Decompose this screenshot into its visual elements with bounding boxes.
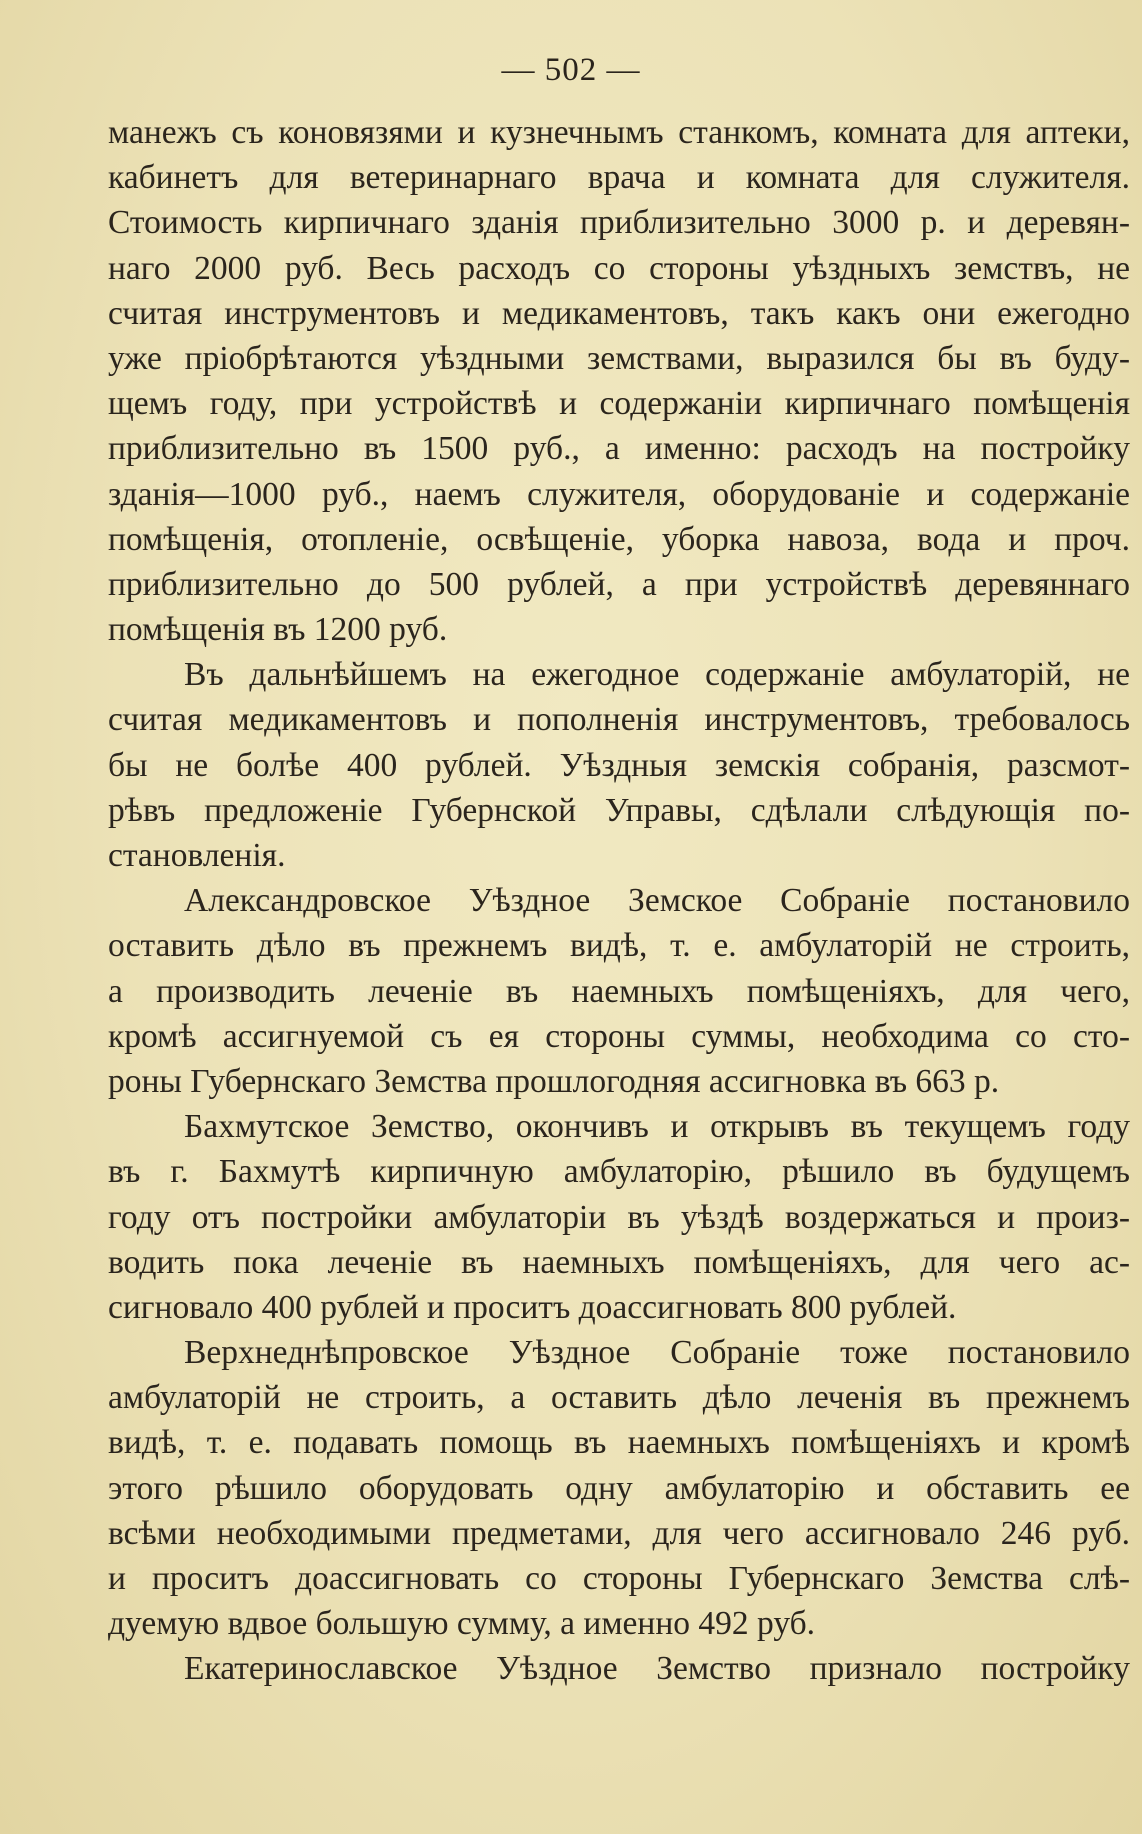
text-line: Бахмутское Земство, окончивъ и открывъ въ текущемъ году [184,1108,1130,1146]
text-line: помѣщенія въ 1200 руб. [108,611,448,649]
text-line: помѣщенія, отопленіе, освѣщеніе, уборка навоза, вода и проч. [108,520,1130,558]
text-line: Въ дальнѣйшемъ на ежегодное содержаніе амбулаторій, не [184,656,1130,694]
text-line: въ г. Бахмутѣ кирпичную амбулаторію, рѣшило въ будущемъ [108,1153,1130,1191]
text-line: зданія—1000 руб., наемъ служителя, оборудованіе и содержаніе [108,475,1130,513]
text-line: Верхнеднѣпровское Уѣздное Собраніе тоже постановило [184,1334,1130,1372]
text-line: а производить леченіе въ наемныхъ помѣщеніяхъ, для чего, [108,972,1130,1010]
text-line: Стоимость кирпичнаго зданія приблизительно 3000 р. и деревян- [108,204,1130,242]
text-line: считая медикаментовъ и пополненія инструментовъ, требовалось [108,701,1130,739]
text-line: сигновало 400 рублей и проситъ доассигновать 800 рублей. [108,1288,957,1326]
text-line: рѣвъ предложеніе Губернской Управы, сдѣлали слѣдующія по- [108,791,1130,829]
paragraph [108,1104,1130,1330]
text-line: амбулаторій не строить, а оставить дѣло леченія въ прежнемъ [108,1379,1130,1417]
text-line: кабинетъ для ветеринарнаго врача и комната для служителя. [108,159,1130,197]
text-line: уже пріобрѣтаются уѣздными земствами, выразился бы въ буду- [108,339,1130,377]
text-line: видѣ, т. е. подавать помощь въ наемныхъ помѣщеніяхъ и кромѣ [108,1424,1130,1462]
text-line: и проситъ доассигновать со стороны Губернскаго Земства слѣ- [108,1560,1130,1597]
text-line: дуемую вдвое большую сумму, а именно 492 руб. [108,1605,816,1643]
text-line: манежъ съ коновязями и кузнечнымъ станкомъ, комната для аптеки, [108,114,1130,151]
main-text [108,110,1130,1692]
text-line: роны Губернскаго Земства прошлогодняя ассигновка въ 663 р. [108,1062,1000,1100]
text-line: бы не болѣе 400 рублей. Уѣздныя земскія собранія, разсмот- [108,746,1130,784]
page-number: — 502 — [501,52,641,88]
text-line: приблизительно до 500 рублей, а при устройствѣ деревяннаго [108,565,1130,603]
text-line: оставить дѣло въ прежнемъ видѣ, т. е. амбулаторій не строить, [108,927,1130,965]
text-line: приблизительно въ 1500 руб., а именно: расходъ на постройку [108,430,1130,468]
text-line: году отъ постройки амбулаторіи въ уѣздѣ воздержаться и произ- [108,1198,1130,1236]
paragraph [108,878,1130,1104]
paragraph [108,110,1130,652]
text-line: щемъ году, при устройствѣ и содержаніи кирпичнаго помѣщенія [108,385,1130,423]
text-line: становленія. [108,837,286,874]
text-line: водить пока леченіе въ наемныхъ помѣщеніяхъ, для чего ас- [108,1243,1130,1281]
paragraph [108,652,1130,878]
text-line: наго 2000 руб. Весь расходъ со стороны уѣздныхъ земствъ, не [108,249,1130,287]
text-line: Александровское Уѣздное Земское Собраніе постановило [184,882,1130,920]
text-line: всѣми необходимыми предметами, для чего ассигновало 246 руб. [108,1514,1130,1552]
text-line: этого рѣшило оборудовать одну амбулаторію и обставить ее [108,1469,1130,1507]
text-line: кромѣ ассигнуемой съ ея стороны суммы, необходима со сто- [108,1017,1130,1055]
paragraph [108,1330,1130,1646]
text-line: считая инструментовъ и медикаментовъ, такъ какъ они ежегодно [108,294,1130,332]
text-line: Екатеринославское Уѣздное Земство признало постройку [184,1650,1130,1688]
paragraph [108,1646,1130,1691]
